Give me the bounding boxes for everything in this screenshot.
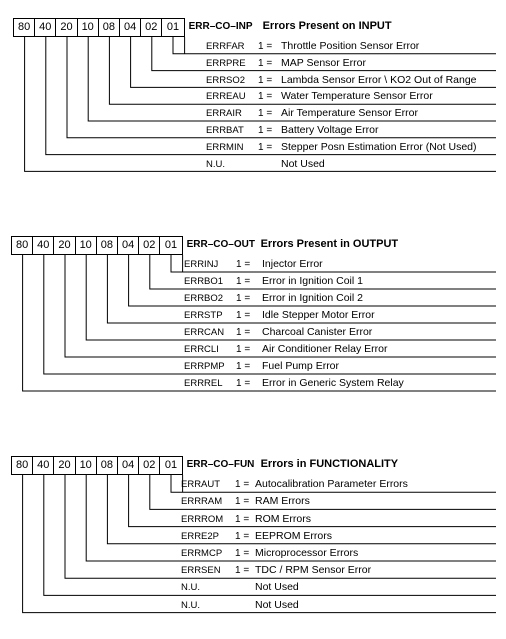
bit-set-equals: 1 = <box>236 378 251 389</box>
bit-set-equals: 1 = <box>258 108 273 120</box>
error-code: ERRREL <box>184 378 223 389</box>
error-code: ERRCLI <box>184 344 219 355</box>
error-code: ERRSTP <box>184 310 223 321</box>
error-description: Lambda Sensor Error \ KO2 Out of Range <box>281 73 477 86</box>
bit-value-cell: 02 <box>141 19 162 36</box>
error-description: Water Temperature Sensor Error <box>281 90 433 103</box>
error-code: N.U. <box>206 158 225 170</box>
error-code: ERRBO1 <box>184 276 224 287</box>
register-name: ERR–CO–FUN <box>186 459 255 470</box>
bit-value-cell: 01 <box>166 21 180 33</box>
error-table-functionality <box>0 456 506 617</box>
bit-value-cell: 04 <box>118 457 139 474</box>
error-description: TDC / RPM Sensor Error <box>255 564 372 577</box>
error-code: ERRAIR <box>206 108 242 120</box>
bit-value-cell: 10 <box>78 19 99 36</box>
bit-set-equals: 1 = <box>235 496 250 508</box>
error-code: ERRINJ <box>184 259 219 270</box>
bit-set-equals: 1 = <box>236 327 251 338</box>
bit-set-equals: 1 = <box>236 361 251 372</box>
error-code: ERRPMP <box>184 361 225 372</box>
error-code: ERRCAN <box>184 327 225 338</box>
error-description: Microprocessor Errors <box>255 546 359 559</box>
error-code: ERRBAT <box>206 124 244 136</box>
error-description: Air Conditioner Relay Error <box>262 343 388 355</box>
bit-value-cell: 10 <box>76 457 97 474</box>
error-description: Stepper Posn Estimation Error (Not Used) <box>281 140 477 153</box>
bit-value-cell: 20 <box>54 457 75 474</box>
register-title: Errors in FUNCTIONALITY <box>260 458 399 470</box>
error-description: Air Temperature Sensor Error <box>281 107 418 120</box>
error-code: ERREAU <box>206 91 246 103</box>
bit-value-cell: 08 <box>97 237 118 254</box>
error-description: Not Used <box>255 598 299 611</box>
error-code: N.U. <box>181 582 200 594</box>
bit-value-cell: 20 <box>56 19 77 36</box>
bit-value-cell: 08 <box>99 19 120 36</box>
error-code: ERRBO2 <box>184 293 224 304</box>
error-code: ERRSEN <box>181 565 221 577</box>
bit-set-equals: 1 = <box>258 40 273 52</box>
bit-value-cell: 40 <box>33 237 54 254</box>
error-description: ROM Errors <box>255 512 311 525</box>
bit-set-equals: 1 = <box>258 141 273 153</box>
bit-value-cell: 01 <box>164 239 178 251</box>
bit-set-equals: 1 = <box>236 310 251 321</box>
error-description: Not Used <box>255 581 299 594</box>
bit-set-equals: 1 = <box>258 74 273 86</box>
bit-set-equals: 1 = <box>236 276 251 287</box>
bit-set-equals: 1 = <box>236 293 251 304</box>
error-code: ERRE2P <box>181 530 220 542</box>
bit-connector-lines <box>0 236 506 395</box>
register-name: ERR–CO–OUT <box>186 239 255 250</box>
bit-value-cell: 20 <box>54 237 75 254</box>
bit-set-equals: 1 = <box>258 124 273 136</box>
error-description: Error in Ignition Coil 2 <box>262 292 363 304</box>
error-description: Error in Generic System Relay <box>262 377 404 389</box>
error-code: ERRSO2 <box>206 74 246 86</box>
error-description: Charcoal Canister Error <box>262 326 373 338</box>
error-description: Battery Voltage Error <box>281 123 379 136</box>
bit-connector-lines <box>0 456 506 617</box>
bit-value-cell: 80 <box>12 457 33 474</box>
error-code: ERRMCP <box>181 547 223 559</box>
bit-set-equals: 1 = <box>235 547 250 559</box>
bit-set-equals: 1 = <box>258 91 273 103</box>
bit-set-equals: 1 = <box>258 57 273 69</box>
error-description: Autocalibration Parameter Errors <box>255 478 408 491</box>
error-code: ERRMIN <box>206 141 244 153</box>
error-code: ERRPRE <box>206 57 246 69</box>
error-table-output <box>0 236 506 395</box>
error-description: MAP Sensor Error <box>281 56 366 69</box>
error-description: Fuel Pump Error <box>262 360 340 372</box>
bit-value-cell: 40 <box>33 457 54 474</box>
error-code: ERRRAM <box>181 496 223 508</box>
bit-value-cell: 80 <box>12 237 33 254</box>
error-code: ERRFAR <box>206 40 245 52</box>
bit-value-cell: 80 <box>14 19 35 36</box>
bit-set-equals: 1 = <box>235 479 250 491</box>
error-description: Not Used <box>281 157 325 170</box>
bit-value-cell: 40 <box>35 19 56 36</box>
bit-value-cell: 01 <box>164 459 178 471</box>
register-name: ERR–CO–INP <box>188 21 253 32</box>
bit-set-equals: 1 = <box>236 259 251 270</box>
bit-set-equals: 1 = <box>235 565 250 577</box>
error-description: Error in Ignition Coil 1 <box>262 275 363 287</box>
error-description: Throttle Position Sensor Error <box>281 39 420 52</box>
error-description: EEPROM Errors <box>255 529 333 542</box>
register-title: Errors Present in OUTPUT <box>260 238 399 250</box>
error-table-input <box>0 18 506 175</box>
error-description: Injector Error <box>262 258 323 270</box>
bit-value-cell: 02 <box>139 457 160 474</box>
bit-value-cell: 04 <box>118 237 139 254</box>
bit-value-cell: 08 <box>97 457 118 474</box>
bit-set-equals: 1 = <box>235 513 250 525</box>
error-description: RAM Errors <box>255 495 310 508</box>
bit-set-equals: 1 = <box>236 344 251 355</box>
error-code: ERRROM <box>181 513 224 525</box>
bit-value-cell: 10 <box>76 237 97 254</box>
bit-set-equals: 1 = <box>235 530 250 542</box>
bit-connector-line <box>171 255 496 272</box>
bit-value-cell: 02 <box>139 237 160 254</box>
error-code: ERRAUT <box>181 479 221 491</box>
bit-value-cell: 04 <box>120 19 141 36</box>
error-description: Idle Stepper Motor Error <box>262 309 375 321</box>
error-code: N.U. <box>181 599 200 611</box>
register-title: Errors Present on INPUT <box>262 20 392 32</box>
